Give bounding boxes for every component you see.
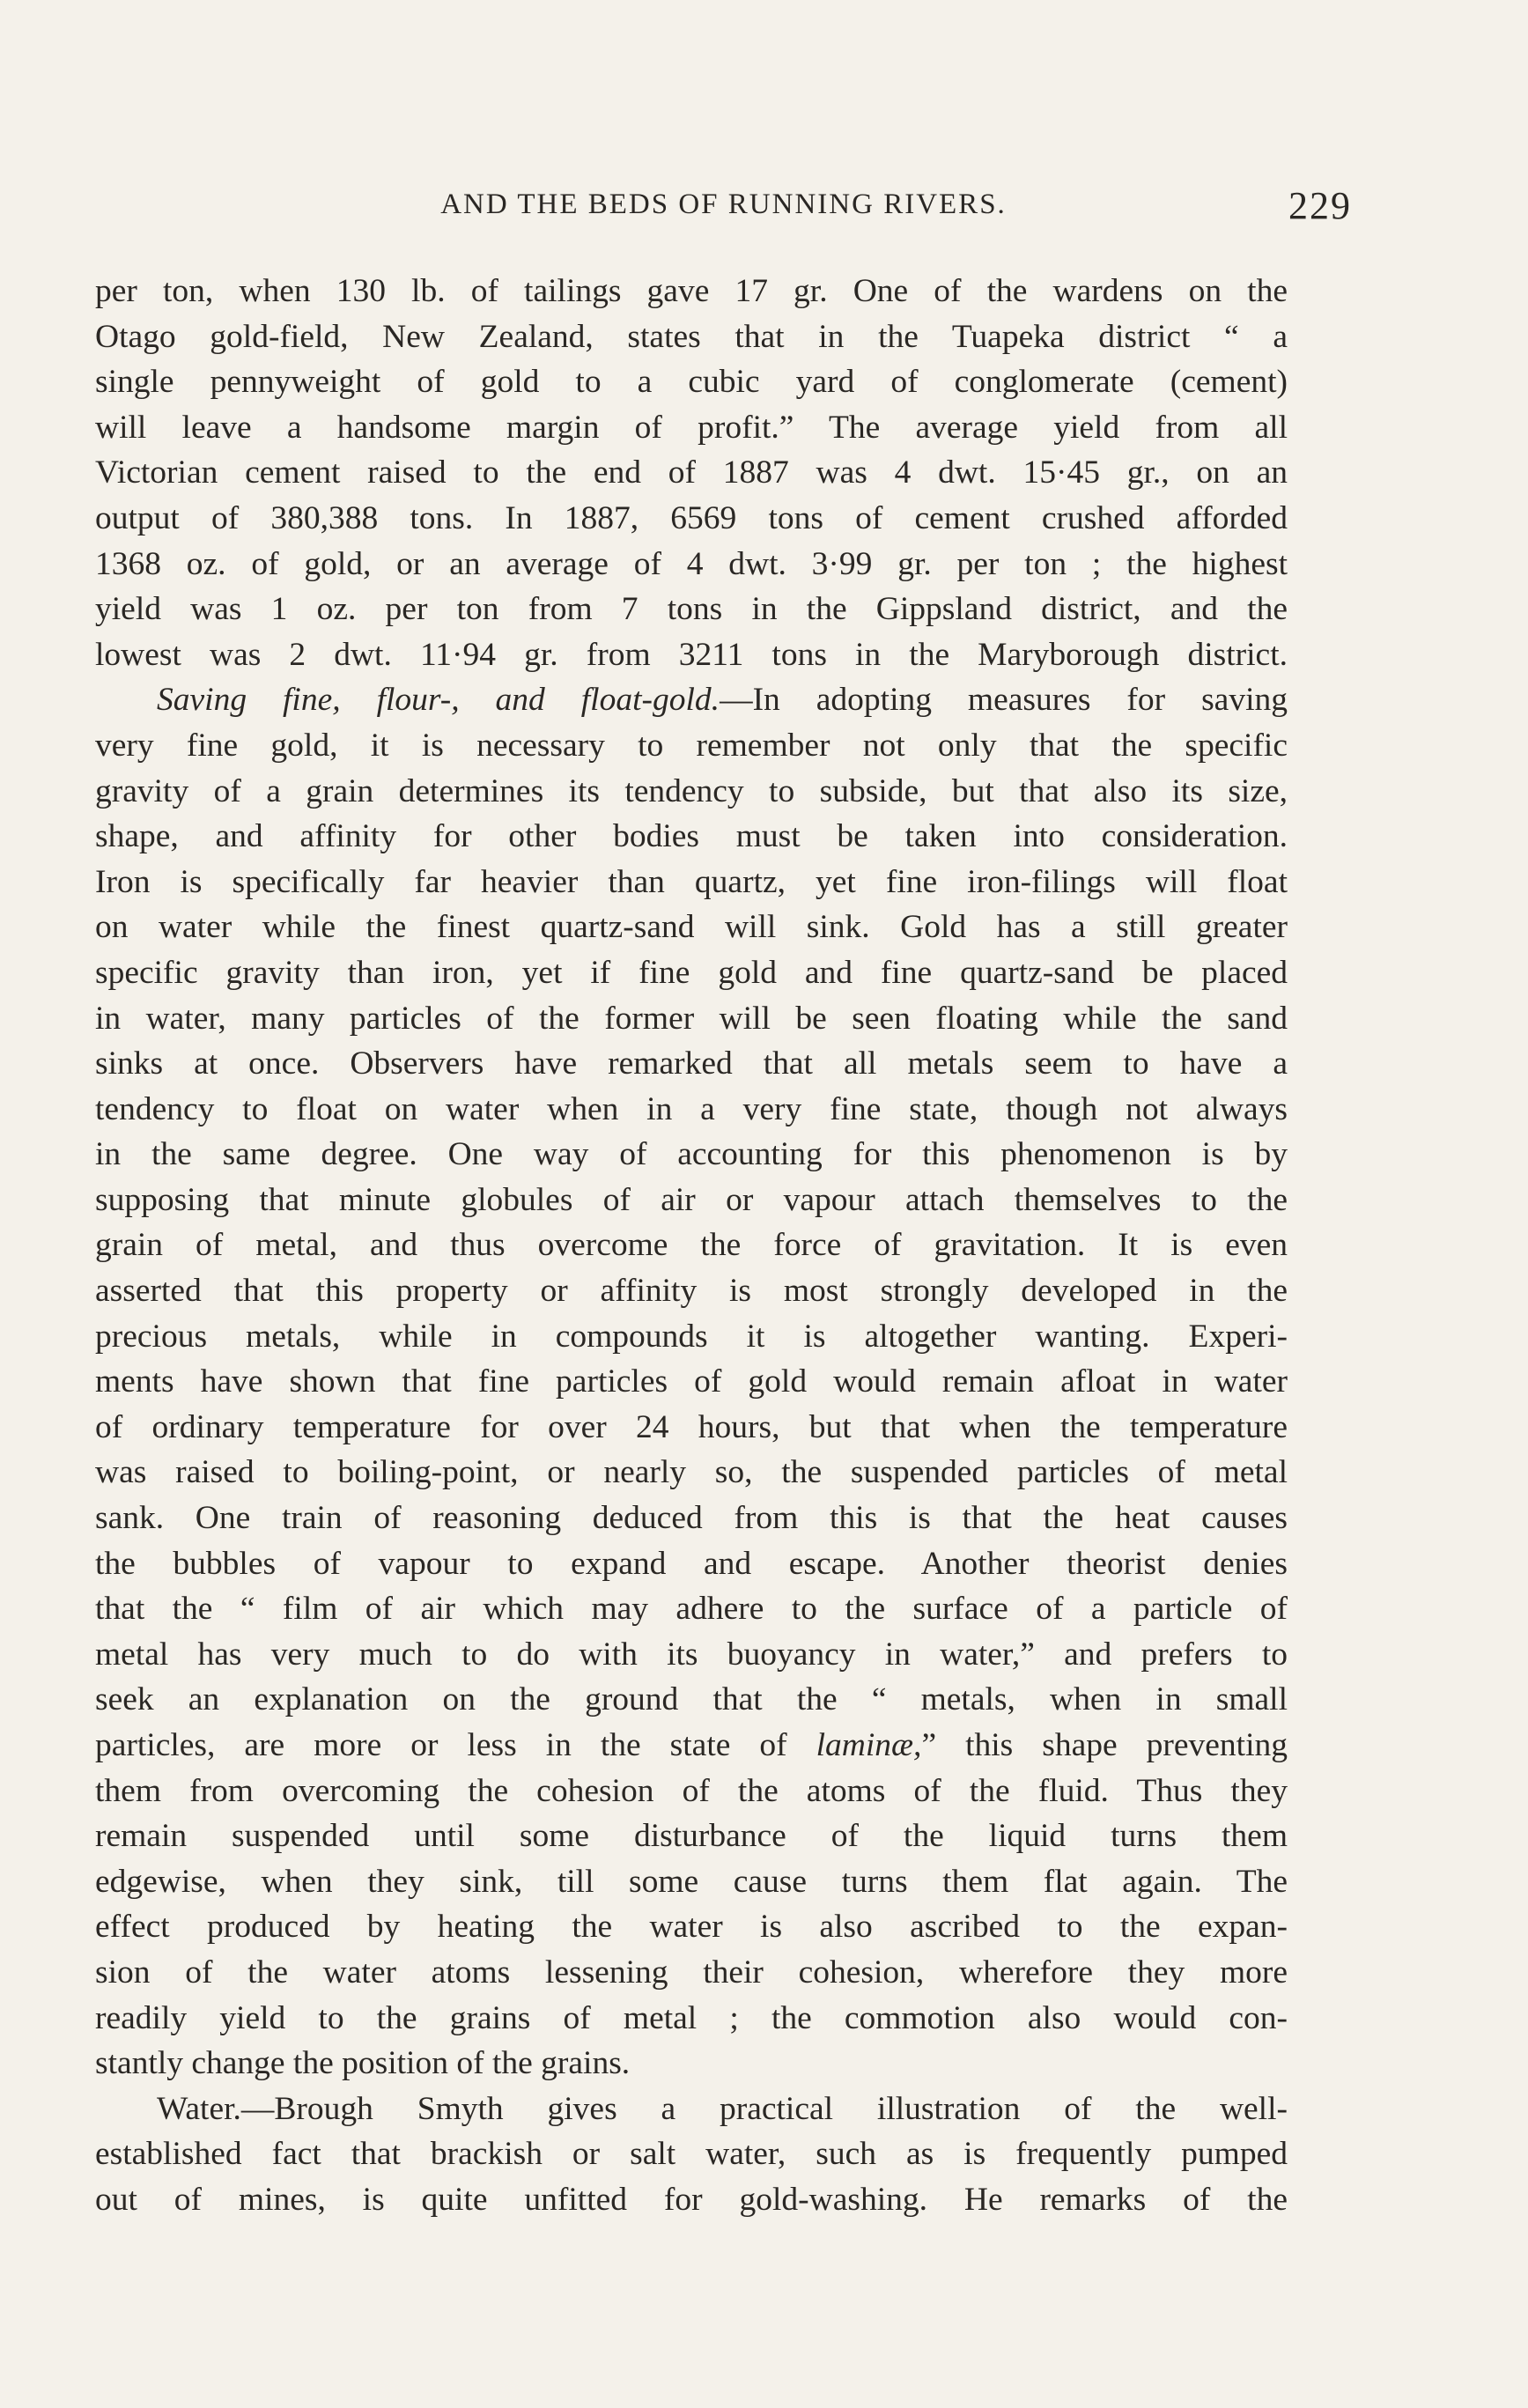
text-line: established fact that brackish or salt water, such as is frequently pumped [95,2136,1288,2173]
text-line: the bubbles of vapour to expand and escape. Another theorist denies [95,1545,1288,1582]
text-line: sinks at once. Observers have remarked that all metals seem to have a [95,1045,1288,1082]
text-line: that the “ film of air which may adhere to the surface of a particle of [95,1591,1288,1628]
text-line: metal has very much to do with its buoyancy in water,” and prefers to [95,1636,1288,1673]
laminae-line [95,1723,1288,1769]
text-line: out of mines, is quite unfitted for gold-washing. He remarks of the [95,2181,1288,2218]
text-line: 1368 oz. of gold, or an average of 4 dwt. 3·99 gr. per ton ; the highest [95,545,1288,582]
text-line: gravity of a grain determines its tendency to subside, but that also its size, [95,772,1288,809]
text-line: specific gravity than iron, yet if fine gold and fine quartz-sand be placed [95,954,1288,991]
text-line: them from overcoming the cohesion of the atoms of the fluid. Thus they [95,1772,1288,1809]
text-line: Iron is specifically far heavier than quartz, yet fine iron-filings will float [95,863,1288,900]
section-heading-line [95,677,1288,723]
text-line: in the same degree. One way of accounting for this phenomenon is by [95,1136,1288,1173]
text-line: tendency to float on water when in a very fine state, though not always [95,1090,1288,1127]
text-line: very fine gold, it is necessary to remember not only that the specific [95,727,1288,764]
text-line: edgewise, when they sink, till some cause turns them flat again. The [95,1863,1288,1900]
running-title: AND THE BEDS OF RUNNING RIVERS. [440,188,1007,220]
text-line: readily yield to the grains of metal ; the commotion also would con- [95,1999,1288,2036]
text-line: lowest was 2 dwt. 11·94 gr. from 3211 tons in the Maryborough district. [95,636,1288,673]
heading-line-rest: —In adopting measures for saving [720,682,1288,719]
text-line: sank. One train of reasoning deduced from this is that the heat causes [95,1500,1288,1537]
text-line: Victorian cement raised to the end of 1887 was 4 dwt. 15·45 gr., on an [95,454,1288,491]
text-line: shape, and affinity for other bodies must be taken into consideration. [95,818,1288,855]
text-line: of ordinary temperature for over 24 hours, but that when the temperature [95,1408,1288,1445]
text-line: will leave a handsome margin of profit.” The average yield from all [95,409,1288,446]
text-line: per ton, when 130 lb. of tailings gave 17 gr. One of the wardens on the [95,273,1288,309]
body-text [95,269,1288,2223]
text-line: ments have shown that fine particles of gold would remain afloat in water [95,1363,1288,1400]
text-line: seek an explanation on the ground that the “ metals, when in small [95,1681,1288,1718]
text-line: Otago gold-field, New Zealand, states that in the Tuapeka district “ a [95,318,1288,355]
text-line: grain of metal, and thus overcome the force of gravitation. It is even [95,1227,1288,1264]
running-head [95,183,1352,236]
text-line: effect produced by heating the water is also ascribed to the expan- [95,1909,1288,1946]
section-heading: Saving fine, flour-, and float-gold. [157,682,720,719]
text-line: was raised to boiling-point, or nearly so, the suspended particles of metal [95,1454,1288,1491]
page-number: 229 [1288,184,1352,227]
laminae-before: particles, are more or less in the state of [95,1727,816,1763]
laminae-after: ” this shape preventing [921,1727,1288,1763]
text-line: on water while the finest quartz-sand will sink. Gold has a still greater [95,909,1288,946]
text-line: supposing that minute globules of air or vapour attach themselves to the [95,1181,1288,1218]
text-line: Water.—Brough Smyth gives a practical illustration of the well- [157,2090,1288,2127]
text-line: output of 380,388 tons. In 1887, 6569 tons of cement crushed afforded [95,499,1288,536]
text-line: sion of the water atoms lessening their cohesion, wherefore they more [95,1954,1288,1991]
text-line: remain suspended until some disturbance of the liquid turns them [95,1818,1288,1855]
text-line: in water, many particles of the former will be seen floating while the sand [95,1000,1288,1037]
text-line: single pennyweight of gold to a cubic yard of conglomerate (cement) [95,364,1288,401]
text-line: precious metals, while in compounds it is altogether wanting. Experi- [95,1318,1288,1355]
laminae-word: laminæ, [816,1727,922,1763]
text-line: asserted that this property or affinity is most strongly developed in the [95,1273,1288,1310]
paragraph-end-line: stantly change the position of the grains. [95,2045,631,2082]
text-line: yield was 1 oz. per ton from 7 tons in the Gippsland district, and the [95,591,1288,628]
